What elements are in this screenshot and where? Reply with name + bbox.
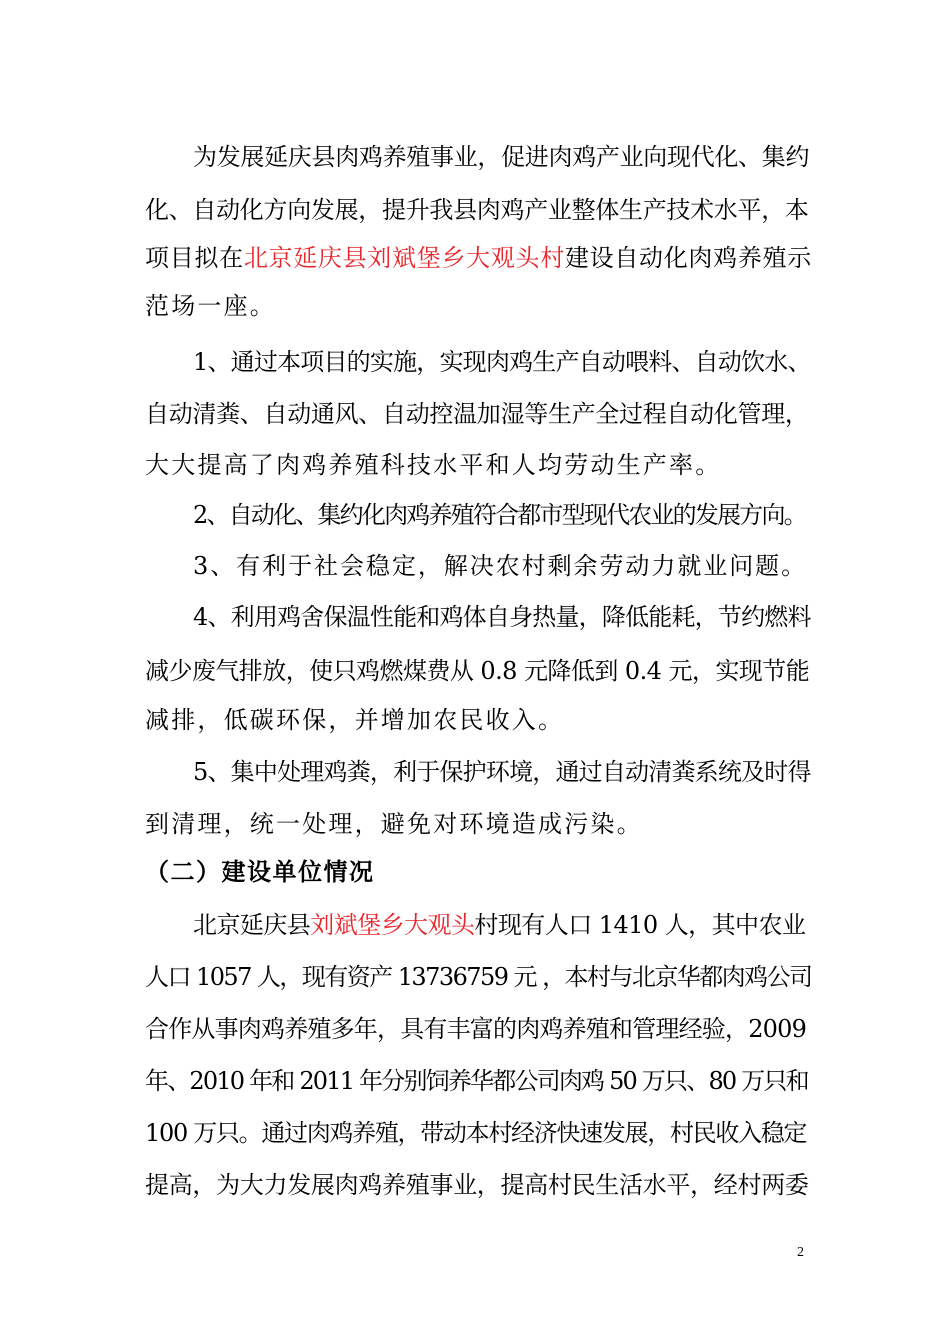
paragraph-2-text: 村现有人口 1410 人，其中农业: [474, 911, 806, 939]
paragraph-2-line-2: 人口 1057 人，现有资产 13736759 元 ，本村与北京华都肉鸡公司: [145, 963, 812, 991]
item-5-line-2: 到清理，统一处理，避免对环境造成污染。: [145, 810, 643, 838]
item-2-line-1: 2、自动化、集约化肉鸡养殖符合都市型现代农业的发展方向。: [193, 501, 806, 529]
item-3-line-1: 3、有利于社会稳定，解决农村剩余劳动力就业问题。: [193, 552, 808, 580]
paragraph-1-line-4: 范场一座。: [145, 292, 276, 320]
item-1-line-2: 自动清粪、自动通风、自动控温加湿等生产全过程自动化管理，: [145, 400, 809, 428]
paragraph-2-line-5: 100 万只。通过肉鸡养殖，带动本村经济快速发展，村民收入稳定: [145, 1119, 807, 1147]
location-highlight: 刘斌堡乡大观头: [310, 911, 475, 939]
paragraph-1-line-3: [145, 243, 812, 273]
paragraph-1-line-1: 为发展延庆县肉鸡养殖事业，促进肉鸡产业向现代化、集约: [193, 143, 810, 171]
item-1-line-1: 1、通过本项目的实施，实现肉鸡生产自动喂料、自动饮水、: [193, 348, 811, 376]
paragraph-2-line-1: [193, 910, 805, 940]
paragraph-1-text: 建设自动化肉鸡养殖示: [564, 244, 812, 272]
item-4-line-1: 4、利用鸡舍保温性能和鸡体自身热量，降低能耗，节约燃料: [193, 603, 811, 631]
item-1-line-3: 大大提高了肉鸡养殖科技水平和人均劳动生产率。: [145, 451, 722, 479]
location-highlight: 北京延庆县刘斌堡乡大观头村: [243, 244, 565, 272]
paragraph-2-text: 北京延庆县: [193, 911, 311, 939]
item-4-line-2: 减少废气排放，使只鸡燃煤费从 0.8 元降低到 0.4 元，实现节能: [145, 657, 810, 685]
item-5-line-1: 5、集中处理鸡粪，利于保护环境，通过自动清粪系统及时得: [193, 758, 811, 786]
paragraph-2-line-4: 年、2010 年和 2011 年分别饲养华都公司肉鸡 50 万只、80 万只和: [145, 1067, 808, 1095]
section-heading: （二）建设单位情况: [145, 858, 375, 886]
paragraph-2-line-3: 合作从事肉鸡养殖多年，具有丰富的肉鸡养殖和管理经验，2009: [145, 1015, 807, 1043]
item-4-line-3: 减排，低碳环保，并增加农民收入。: [145, 706, 565, 734]
paragraph-1-line-2: 化、自动化方向发展，提升我县肉鸡产业整体生产技术水平，本: [145, 196, 809, 224]
paragraph-2-line-6: 提高，为大力发展肉鸡养殖事业，提高村民生活水平，经村两委: [145, 1171, 809, 1199]
paragraph-1-text: 项目拟在: [145, 244, 244, 272]
page-number: 2: [797, 1245, 804, 1260]
